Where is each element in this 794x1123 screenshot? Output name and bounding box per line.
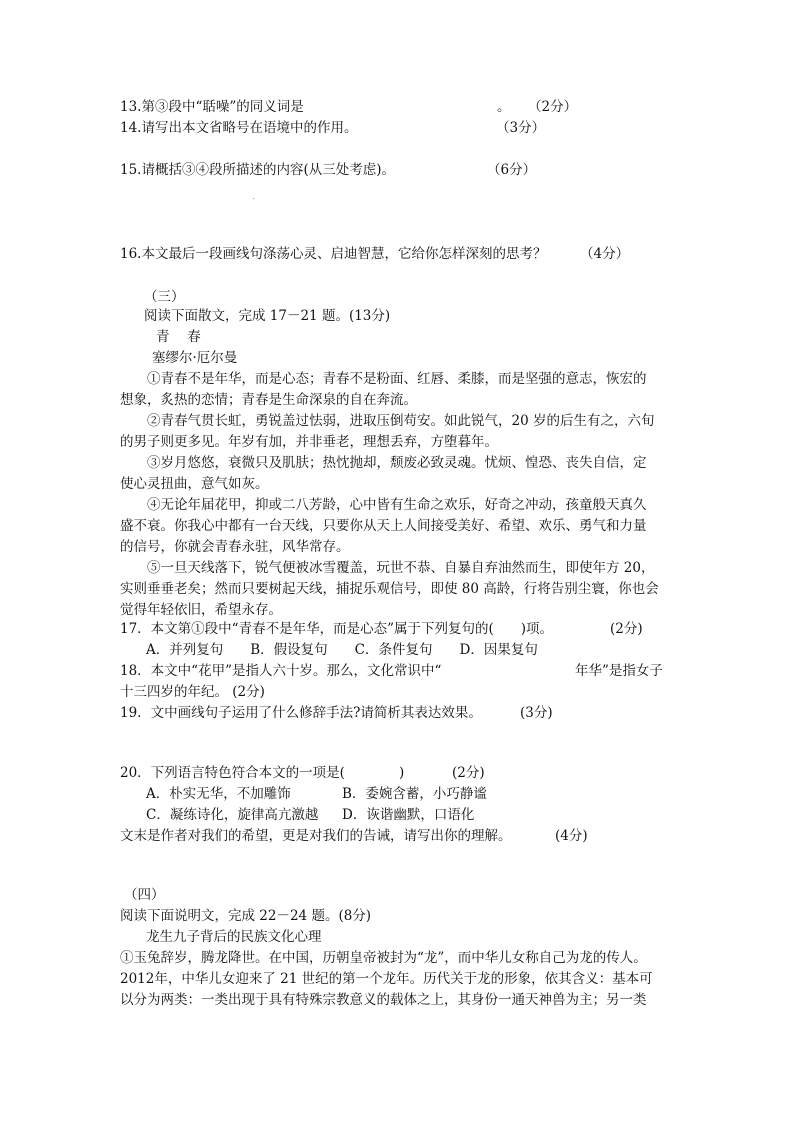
article-title: 龙生九子背后的民族文化心理 bbox=[146, 929, 322, 945]
article-paragraph-1-line-1: ①玉兔辞岁，腾龙降世。在中国，历朝皇帝被封为“龙”，而中华儿女称自己为龙的传人。 bbox=[120, 950, 647, 966]
paragraph-3-line-2: 使心灵扭曲，意气如灰。 bbox=[120, 476, 269, 492]
question-16: 16.本文最后一段画线句涤荡心灵、启迪智慧，它给你怎样深刻的思考？ bbox=[120, 246, 547, 262]
paragraph-1-line-1: ①青春不是年华，而是心态；青春不是粉面、红唇、柔膝，而是坚强的意志，恢宏的 bbox=[147, 371, 647, 387]
question-15-score: （6分） bbox=[487, 162, 537, 178]
paragraph-1-line-2: 想象，炙热的恋情；青春是生命深泉的自在奔流。 bbox=[120, 392, 417, 408]
paragraph-5-line-1: ⑤一旦天线落下，锐气便被冰雪覆盖，玩世不恭、自暴自弃油然而生，即使年方 20， bbox=[147, 560, 655, 576]
question-18-line-1: 18．本文中“花甲”是指人六十岁。那么，文化常识中“ bbox=[120, 663, 442, 679]
paragraph-4-line-3: 的信号，你就会青春永驻，风华常存。 bbox=[120, 539, 350, 555]
question-15: 15.请概括③④段所描述的内容(从三处考虑)。 bbox=[120, 162, 396, 178]
question-20-option-a: A．朴实无华，不加雕饰 bbox=[146, 786, 291, 802]
question-21: 文末是作者对我们的希望，更是对我们的告诫，请写出你的理解。 bbox=[120, 828, 512, 844]
question-18-line-2: 十三四岁的年纪。 (2分) bbox=[120, 684, 265, 700]
paragraph-5-line-3: 觉得年轻依旧，希望永存。 bbox=[120, 602, 282, 618]
question-20: 20．下列语言特色符合本文的一项是( ) bbox=[120, 765, 405, 781]
essay-author: 塞缪尔·厄尔曼 bbox=[152, 350, 238, 366]
question-14-score: （3分） bbox=[496, 120, 546, 136]
paragraph-4-line-2: 盛不衰。你我心中都有一台天线，只要你从天上人间接受美好、希望、欢乐、勇气和力量 bbox=[120, 518, 647, 534]
question-13-score: （2分） bbox=[528, 99, 578, 115]
paragraph-2-line-2: 的男子则更多见。年岁有加，并非垂老，理想丢弃，方堕暮年。 bbox=[120, 434, 498, 450]
question-18-line-1-end: 年华”是指女子 bbox=[575, 663, 663, 679]
question-19-score: (3分) bbox=[520, 705, 553, 721]
question-17: 17．本文第①段中“青春不是年华，而是心态”属于下列复句的( )项。 bbox=[120, 621, 554, 637]
paragraph-4-line-1: ④无论年届花甲，抑或二八芳龄，心中皆有生命之欢乐，好奇之冲动，孩童般天真久 bbox=[147, 497, 647, 513]
paragraph-3-line-1: ③岁月悠悠，衰微只及肌肤；热忱抛却，颓废必致灵魂。忧烦、惶恐、丧失自信，定 bbox=[147, 455, 647, 471]
section-4-instruction: 阅读下面说明文，完成 22－24 题。(8分) bbox=[120, 908, 372, 924]
question-20-option-d: D．诙谐幽默，口语化 bbox=[342, 807, 475, 823]
section-3-instruction: 阅读下面散文，完成 17－21 题。(13分) bbox=[144, 308, 391, 324]
question-21-score: (4分) bbox=[555, 828, 588, 844]
section-3-heading: （三） bbox=[144, 289, 185, 305]
paragraph-2-line-1: ②青春气贯长虹，勇锐盖过怯弱，进取压倒苟安。如此锐气，20 岁的后生有之，六旬 bbox=[147, 413, 655, 429]
question-20-option-b: B．委婉含蓄，小巧静谧 bbox=[342, 786, 487, 802]
question-16-score: （4分） bbox=[580, 246, 630, 262]
question-17-options: A．并列复句 B．假设复句 C．条件复句 D．因果复句 bbox=[146, 642, 538, 658]
section-4-heading: （四） bbox=[124, 887, 165, 903]
article-paragraph-1-line-2: 2012年，中华儿女迎来了 21 世纪的第一个龙年。历代关于龙的形象，依其含义：基本可 bbox=[120, 971, 653, 987]
paragraph-5-line-2: 实则垂垂老矣；然而只要树起天线，捕捉乐观信号，即使 80 高龄，行将告别尘寰，你也会 bbox=[120, 581, 659, 597]
question-20-option-c: C．凝练诗化，旋律高亢激越 bbox=[146, 807, 319, 823]
question-17-score: (2分) bbox=[610, 621, 643, 637]
question-19: 19．文中画线句子运用了什么修辞手法?请简析其表达效果。 bbox=[120, 705, 482, 721]
essay-title: 青 春 bbox=[156, 329, 201, 345]
question-20-score: (2分) bbox=[452, 765, 485, 781]
stray-dot bbox=[253, 198, 254, 199]
question-14: 14.请写出本文省略号在语境中的作用。 bbox=[120, 120, 358, 136]
question-13-mark: 。 bbox=[497, 99, 511, 115]
article-paragraph-1-line-3: 以分为两类：一类出现于具有特殊宗教意义的载体之上，其身份一通天神兽为主；另一类 bbox=[120, 992, 647, 1008]
question-13: 13.第③段中“聒噪”的同义词是 bbox=[120, 99, 304, 115]
